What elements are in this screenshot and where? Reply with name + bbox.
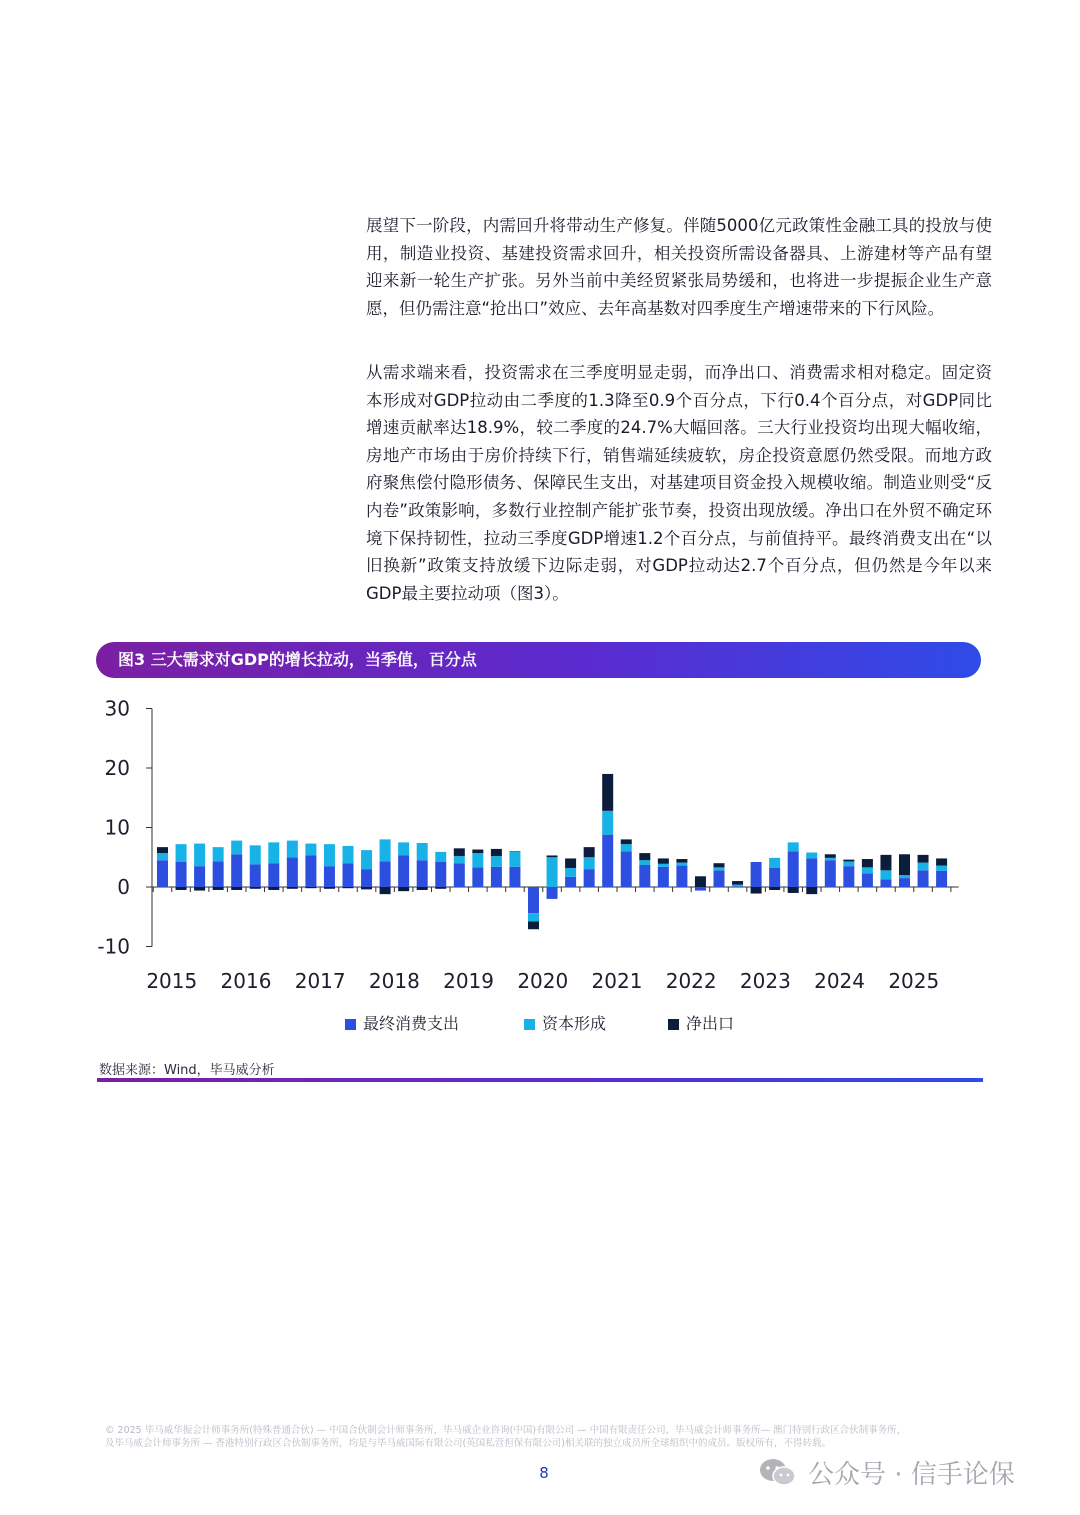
legend-label-net-export: 净出口 bbox=[686, 1014, 735, 1033]
legend-swatch-consumption bbox=[345, 1019, 356, 1030]
bar-consumption bbox=[769, 868, 780, 887]
bar-consumption bbox=[547, 887, 558, 899]
bar-consumption bbox=[584, 869, 595, 887]
bar-net-export bbox=[250, 887, 261, 889]
x-year-label: 2016 bbox=[220, 969, 272, 993]
bar-consumption bbox=[899, 878, 910, 887]
bar-capital bbox=[621, 844, 632, 851]
bar-net-export bbox=[658, 858, 669, 863]
bar-capital bbox=[732, 885, 743, 887]
x-year-label: 2019 bbox=[443, 969, 495, 993]
bar-consumption bbox=[176, 862, 187, 887]
bar-consumption bbox=[361, 869, 372, 887]
bar-capital bbox=[547, 857, 558, 887]
bar-consumption bbox=[231, 854, 242, 887]
x-year-label: 2020 bbox=[517, 969, 569, 993]
legal-line-2: 及毕马威会计师事务所 — 香港特别行政区合伙制事务所，均是与毕马威国际有限公司(英国私营担保有限公司)相关联的独立成员所全球组织中的成员。版权所有，不得转载。 bbox=[105, 1438, 831, 1449]
bar-net-export bbox=[843, 860, 854, 862]
legend-label-consumption: 最终消费支出 bbox=[363, 1014, 460, 1033]
legend-item-net-export bbox=[668, 1013, 734, 1035]
bar-capital bbox=[361, 850, 372, 869]
bar-consumption bbox=[806, 858, 817, 887]
bar-capital bbox=[639, 860, 650, 865]
bar-net-export bbox=[417, 887, 428, 890]
x-year-label: 2018 bbox=[368, 969, 420, 993]
bar-net-export bbox=[398, 887, 409, 891]
bar-consumption bbox=[602, 835, 613, 887]
source-divider bbox=[97, 1078, 983, 1082]
bar-net-export bbox=[528, 922, 539, 930]
bar-net-export bbox=[769, 887, 780, 890]
bar-net-export bbox=[157, 847, 168, 853]
x-year-label: 2025 bbox=[888, 969, 940, 993]
bar-net-export bbox=[806, 887, 817, 894]
bar-capital bbox=[918, 863, 929, 871]
bar-capital bbox=[454, 856, 465, 863]
bar-consumption bbox=[676, 866, 687, 887]
bar-consumption bbox=[751, 862, 762, 887]
bar-consumption bbox=[918, 870, 929, 887]
bar-capital bbox=[788, 842, 799, 851]
bar-consumption bbox=[417, 860, 428, 887]
watermark bbox=[758, 1452, 1015, 1492]
bar-consumption bbox=[213, 861, 224, 887]
bar-capital bbox=[899, 875, 910, 878]
bar-consumption bbox=[509, 867, 520, 887]
bar-net-export bbox=[621, 839, 632, 844]
bar-capital bbox=[825, 858, 836, 860]
bar-consumption bbox=[454, 863, 465, 887]
watermark-text: 公众号 · 信手论保 bbox=[808, 1459, 1015, 1490]
bar-net-export bbox=[899, 854, 910, 875]
bar-capital bbox=[305, 844, 316, 856]
y-tick-label: 0 bbox=[117, 875, 130, 899]
bar-consumption bbox=[287, 857, 298, 887]
bar-consumption bbox=[862, 873, 873, 887]
legend-item-consumption bbox=[345, 1013, 459, 1035]
bar-net-export bbox=[695, 876, 706, 887]
bar-consumption bbox=[565, 877, 576, 887]
bar-net-export bbox=[361, 887, 372, 889]
bar-net-export bbox=[305, 887, 316, 888]
legend-item-capital bbox=[524, 1013, 606, 1035]
bar-consumption bbox=[695, 887, 706, 891]
legal-footer bbox=[105, 1424, 985, 1450]
bar-consumption bbox=[621, 851, 632, 887]
bar-net-export bbox=[213, 887, 224, 890]
bar-net-export bbox=[584, 847, 595, 857]
bar-capital bbox=[417, 843, 428, 860]
bar-capital bbox=[324, 844, 335, 866]
bar-capital bbox=[843, 861, 854, 866]
bar-net-export bbox=[547, 855, 558, 857]
bar-net-export bbox=[602, 774, 613, 811]
bar-net-export bbox=[825, 854, 836, 858]
bar-capital bbox=[157, 853, 168, 860]
bar-capital bbox=[380, 839, 391, 861]
bar-consumption bbox=[343, 863, 354, 887]
bar-consumption bbox=[250, 864, 261, 887]
bar-net-export bbox=[918, 855, 929, 863]
bar-consumption bbox=[788, 851, 799, 887]
bar-capital bbox=[509, 852, 520, 867]
bar-capital bbox=[343, 846, 354, 863]
bar-consumption bbox=[639, 865, 650, 887]
x-year-label: 2022 bbox=[665, 969, 717, 993]
bar-consumption bbox=[268, 863, 279, 887]
x-year-label: 2017 bbox=[294, 969, 346, 993]
bar-capital bbox=[435, 852, 446, 862]
bar-net-export bbox=[287, 887, 298, 889]
wechat-icon bbox=[758, 1457, 798, 1487]
bar-consumption bbox=[825, 860, 836, 887]
y-tick-label: 30 bbox=[104, 696, 130, 721]
y-tick-label: 10 bbox=[104, 815, 130, 840]
bar-capital bbox=[714, 867, 725, 870]
bar-net-export bbox=[324, 887, 335, 889]
bar-net-export bbox=[751, 887, 762, 894]
chart-legend bbox=[0, 1013, 1080, 1035]
bar-net-export bbox=[454, 848, 465, 856]
bar-net-export bbox=[343, 887, 354, 888]
bar-net-export bbox=[472, 850, 483, 854]
x-year-label: 2024 bbox=[814, 969, 866, 993]
bar-net-export bbox=[732, 881, 743, 885]
page-number: 8 bbox=[539, 1464, 549, 1482]
bar-capital bbox=[472, 853, 483, 867]
bar-net-export bbox=[231, 887, 242, 890]
legal-line-1: © 2025 毕马威华振会计师事务所(特殊普通合伙) — 中国合伙制会计师事务所，毕马威企业咨询(中国)有限公司 — 中国有限责任公司，毕马威会计师事务所— 澳门特别行政区合伙制事务所， bbox=[105, 1425, 907, 1436]
y-tick-label: 20 bbox=[104, 756, 130, 780]
bar-capital bbox=[862, 867, 873, 873]
bar-capital bbox=[194, 844, 205, 867]
bar-net-export bbox=[880, 855, 891, 870]
paragraph-outlook-text: 展望下一阶段，内需回升将带动生产修复。伴随5000亿元政策性金融工具的投放与使用，制造业投资、基建投资需求回升，相关投资所需设备器具、上游建材等产品有望迎来新一轮生产扩张。另外当前中美经贸紧张局势缓和，也将进一步提振企业生产意愿，但仍需注意“抢出口”效应、去年高基数对四季度生产增速带来的下行风险。 bbox=[366, 216, 992, 318]
bar-capital bbox=[584, 857, 595, 869]
bar-capital bbox=[268, 842, 279, 863]
bar-net-export bbox=[936, 858, 947, 865]
paragraph-demand bbox=[366, 359, 992, 607]
bar-consumption bbox=[936, 871, 947, 887]
bar-net-export bbox=[491, 849, 502, 856]
bar-capital bbox=[213, 847, 224, 861]
legend-swatch-capital bbox=[524, 1019, 535, 1030]
bar-capital bbox=[287, 841, 298, 858]
bar-consumption bbox=[658, 867, 669, 887]
bar-net-export bbox=[639, 853, 650, 860]
bar-net-export bbox=[435, 887, 446, 889]
paragraph-demand-text: 从需求端来看，投资需求在三季度明显走弱，而净出口、消费需求相对稳定。固定资本形成对GDP拉动由二季度的1.3降至0.9个百分点，下行0.4个百分点，对GDP同比增速贡献率达18.9%，较二季度的24.7%大幅回落。三大行业投资均出现大幅收缩，房地产市场由于房价持续下行，销售端延续疲软，房企投资意愿仍然受限。而地方政府聚焦偿付隐形债务、保障民生支出，对基建项目资金投入规模收缩。制造业则受“反内卷”政策影响，多数行业控制产能扩张节奏，投资出现放缓。净出口在外贸不确定环境下保持韧性，拉动三季度GDP增速1.2个百分点，与前值持平。最终消费支出在“以旧换新”政策支持放缓下边际走弱，对GDP拉动达2.7个百分点，但仍然是今年以来GDP最主要拉动项（图3）。 bbox=[366, 363, 992, 603]
bar-capital bbox=[880, 870, 891, 879]
bar-consumption bbox=[398, 855, 409, 887]
stacked-bar-chart bbox=[90, 690, 980, 1010]
figure-title: 图3 三大需求对GDP的增长拉动，当季值，百分点 bbox=[96, 642, 981, 678]
paragraph-outlook bbox=[366, 212, 992, 322]
bar-consumption bbox=[732, 886, 743, 887]
bar-capital bbox=[491, 856, 502, 867]
bar-consumption bbox=[305, 855, 316, 887]
bar-capital bbox=[528, 913, 539, 921]
bar-capital bbox=[176, 844, 187, 862]
bar-net-export bbox=[862, 859, 873, 867]
x-year-label: 2021 bbox=[591, 969, 643, 993]
bar-capital bbox=[806, 852, 817, 858]
bar-net-export bbox=[268, 887, 279, 890]
bar-net-export bbox=[676, 859, 687, 863]
bar-net-export bbox=[714, 863, 725, 867]
bar-net-export bbox=[565, 858, 576, 868]
legend-label-capital: 资本形成 bbox=[542, 1014, 607, 1033]
bar-net-export bbox=[380, 887, 391, 894]
bar-net-export bbox=[194, 887, 205, 891]
bar-capital bbox=[936, 866, 947, 871]
bar-net-export bbox=[509, 851, 520, 852]
bar-net-export bbox=[176, 887, 187, 890]
legend-swatch-net-export bbox=[668, 1019, 679, 1030]
bar-consumption bbox=[194, 866, 205, 887]
bar-consumption bbox=[528, 887, 539, 913]
bar-capital bbox=[602, 811, 613, 835]
bar-consumption bbox=[714, 870, 725, 887]
bar-consumption bbox=[157, 860, 168, 887]
bar-capital bbox=[398, 842, 409, 855]
y-tick-label: -10 bbox=[97, 934, 130, 959]
bar-capital bbox=[658, 864, 669, 867]
bar-capital bbox=[769, 858, 780, 868]
bar-capital bbox=[231, 841, 242, 855]
bar-capital bbox=[565, 868, 576, 877]
bar-capital bbox=[250, 845, 261, 864]
bar-consumption bbox=[843, 866, 854, 887]
x-year-label: 2015 bbox=[146, 969, 198, 993]
bar-consumption bbox=[324, 866, 335, 887]
bar-consumption bbox=[491, 867, 502, 887]
x-year-label: 2023 bbox=[739, 969, 791, 993]
bar-consumption bbox=[472, 867, 483, 887]
bar-net-export bbox=[788, 887, 799, 893]
bar-consumption bbox=[380, 861, 391, 887]
data-source: 数据来源：Wind，毕马威分析 bbox=[99, 1063, 275, 1078]
bar-capital bbox=[676, 863, 687, 866]
bar-consumption bbox=[435, 862, 446, 887]
bar-consumption bbox=[880, 879, 891, 887]
